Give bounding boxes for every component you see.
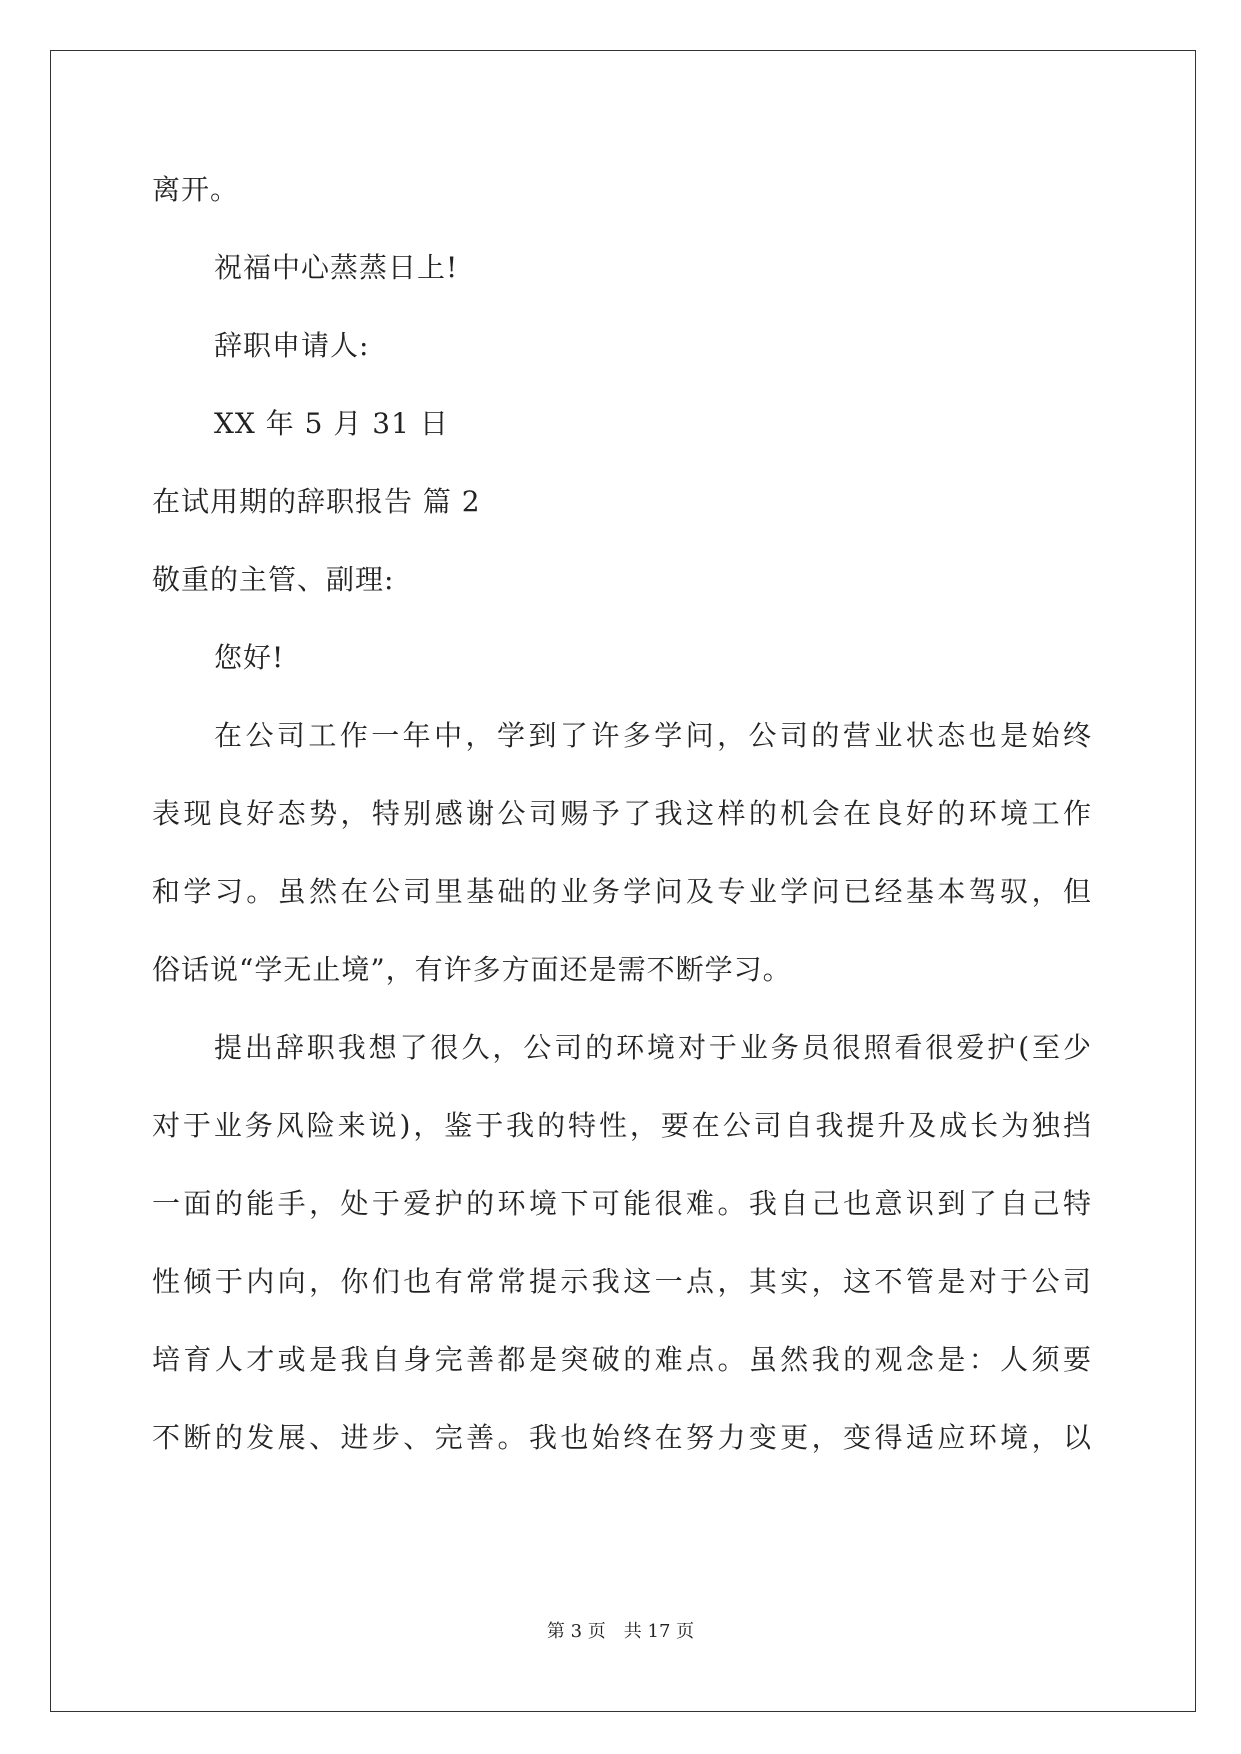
paragraph-2-line-1: 提出辞职我想了很久，公司的环境对于业务员很照看很爱护(至少 — [214, 1031, 1092, 1064]
paragraph-2-line-5: 培育人才或是我自身完善都是突破的难点。虽然我的观念是：人须要 — [152, 1343, 1092, 1376]
section-heading: 在试用期的辞职报告 篇 2 — [152, 485, 481, 518]
paragraph-2-line-6: 不断的发展、进步、完善。我也始终在努力变更，变得适应环境，以 — [152, 1421, 1092, 1454]
paragraph-1-line-3: 和学习。虽然在公司里基础的业务学问及专业学问已经基本驾驭，但 — [152, 875, 1092, 908]
paragraph-1-line-2: 表现良好态势，特别感谢公司赐予了我这样的机会在良好的环境工作 — [152, 797, 1092, 830]
text-line-leaving: 离开。 — [152, 173, 240, 206]
paragraph-2-line-4: 性倾于内向，你们也有常常提示我这一点，其实，这不管是对于公司 — [152, 1265, 1092, 1298]
paragraph-2-line-3: 一面的能手，处于爱护的环境下可能很难。我自己也意识到了自己特 — [152, 1187, 1092, 1220]
text-line-date: XX 年 5 月 31 日 — [214, 407, 449, 440]
paragraph-1-line-4: 俗话说“学无止境”，有许多方面还是需不断学习。 — [152, 953, 792, 986]
paragraph-1-line-1: 在公司工作一年中，学到了许多学问，公司的营业状态也是始终 — [214, 719, 1092, 752]
text-line-applicant: 辞职申请人: — [214, 329, 370, 362]
text-line-wishes: 祝福中心蒸蒸日上! — [214, 251, 459, 284]
salutation: 敬重的主管、副理: — [152, 563, 395, 596]
page-number-footer: 第 3 页 共 17 页 — [546, 1621, 695, 1642]
paragraph-2-line-2: 对于业务风险来说)，鉴于我的特性，要在公司自我提升及成长为独挡 — [152, 1109, 1092, 1142]
greeting: 您好! — [214, 641, 285, 674]
